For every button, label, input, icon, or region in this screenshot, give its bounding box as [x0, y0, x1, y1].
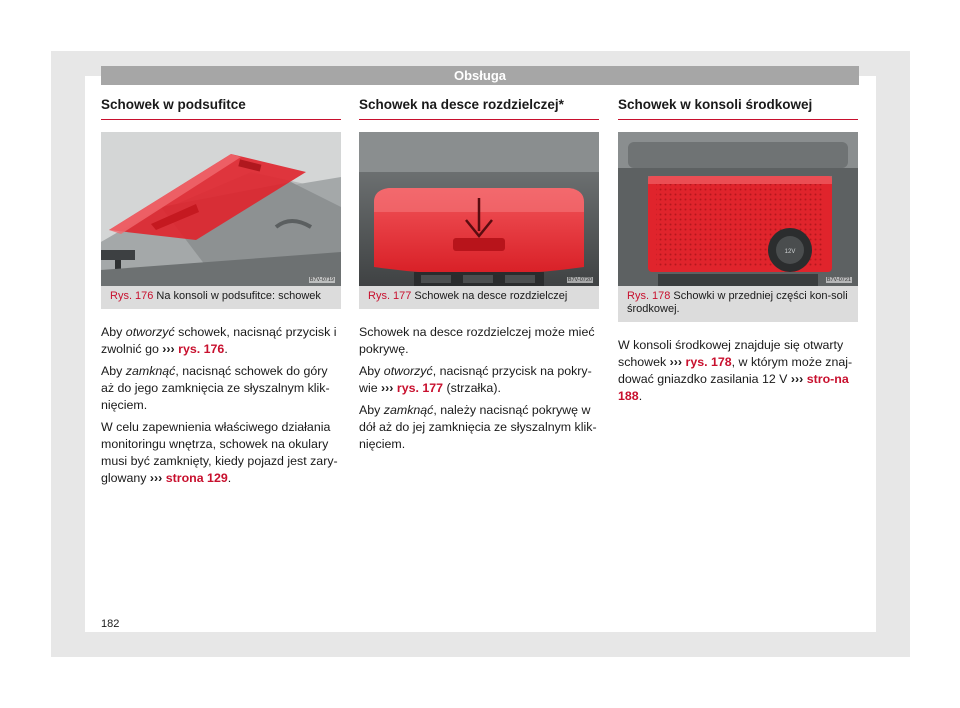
- center-console-illustration: [618, 132, 858, 286]
- text: .: [227, 471, 232, 485]
- column-dashboard-storage: [359, 97, 599, 458]
- page-number: 182: [101, 618, 120, 630]
- section-header: Obsługa: [101, 66, 859, 85]
- text: Aby: [101, 325, 126, 339]
- text: Aby: [101, 364, 126, 378]
- page-reference-link[interactable]: stro-na 188: [618, 372, 849, 403]
- caption-text: Schowek na desce rozdzielczej: [414, 290, 568, 302]
- text: Aby: [359, 364, 384, 378]
- emphasis: otworzyć: [125, 325, 175, 339]
- figure-caption: [618, 286, 858, 322]
- paragraph: [101, 419, 341, 487]
- paragraph: [618, 337, 858, 405]
- page-reference-link[interactable]: strona 129: [165, 471, 228, 485]
- figure-reference-link[interactable]: rys. 176: [178, 342, 225, 356]
- text: , nacisnąć przycisk na pokry-wie: [359, 364, 592, 395]
- text: Schowek na desce rozdzielczej może mieć pokrywę.: [359, 325, 595, 356]
- socket-label: 12V: [784, 249, 796, 255]
- figure-number: Rys. 176: [110, 290, 154, 302]
- column-center-console-storage: [618, 97, 858, 410]
- reference-arrow: ›››: [790, 372, 804, 386]
- figure-dashboard-storage: [359, 132, 599, 286]
- figure-code: B7V-0720: [567, 277, 592, 283]
- reference-arrow: ›››: [669, 355, 683, 369]
- text: schowek, nacisnąć przycisk i zwolnić go: [101, 325, 337, 356]
- text: .: [224, 342, 228, 356]
- figure-caption: [101, 286, 341, 309]
- text: Aby: [359, 403, 384, 417]
- caption-text: Schowki w przedniej części kon-soli środkowej.: [627, 290, 848, 315]
- figure-number: Rys. 178: [627, 290, 671, 302]
- figure-number: Rys. 177: [368, 290, 412, 302]
- body-text: [359, 324, 599, 453]
- text: , w którym może znaj-dować gniazdko zasilania 12 V: [618, 355, 853, 386]
- paragraph: [101, 363, 341, 414]
- body-text: [618, 337, 858, 405]
- reference-arrow: ›››: [162, 342, 175, 356]
- text: W konsoli środkowej znajduje się otwarty schowek: [618, 338, 844, 369]
- section-heading: Schowek na desce rozdzielczej*: [359, 97, 599, 120]
- figure-reference-link[interactable]: rys. 178: [685, 355, 732, 369]
- text: W celu zapewnienia właściwego działania monitoringu wnętrza, schowek na okulary musi być zamknięty, kiedy pojazd jest zary-glowany: [101, 420, 338, 485]
- emphasis: zamknąć: [125, 364, 176, 378]
- text: , nacisnąć schowek do góry aż do jego zamknięcia ze słyszalnym klik-nięciem.: [101, 364, 330, 412]
- paragraph: [101, 324, 341, 358]
- figure-caption: [359, 286, 599, 309]
- figure-code: B7V-0719: [309, 277, 334, 283]
- figure-reference-link[interactable]: rys. 177: [396, 381, 444, 395]
- paragraph: [359, 402, 599, 453]
- section-heading: Schowek w podsufitce: [101, 97, 341, 120]
- caption-text: Na konsoli w podsufitce: schowek: [156, 290, 321, 302]
- body-text: [101, 324, 341, 487]
- text: , należy nacisnąć pokrywę w dół aż do jej zamknięcia ze słyszalnym klik-nięciem.: [359, 403, 597, 451]
- overhead-storage-illustration: [101, 132, 341, 286]
- paragraph: [359, 324, 599, 358]
- text: .: [638, 389, 643, 403]
- text: (strzałka).: [443, 381, 501, 395]
- paragraph: [359, 363, 599, 397]
- section-heading: Schowek w konsoli środkowej: [618, 97, 858, 120]
- column-overhead-storage: [101, 97, 341, 492]
- emphasis: zamknąć: [383, 403, 434, 417]
- figure-code: B7V-0721: [826, 277, 851, 283]
- dashboard-storage-illustration: [359, 132, 599, 286]
- reference-arrow: ›››: [149, 471, 163, 485]
- figure-center-console-storage: [618, 132, 858, 286]
- emphasis: otworzyć: [383, 364, 433, 378]
- reference-arrow: ›››: [381, 381, 394, 395]
- figure-overhead-storage: [101, 132, 341, 286]
